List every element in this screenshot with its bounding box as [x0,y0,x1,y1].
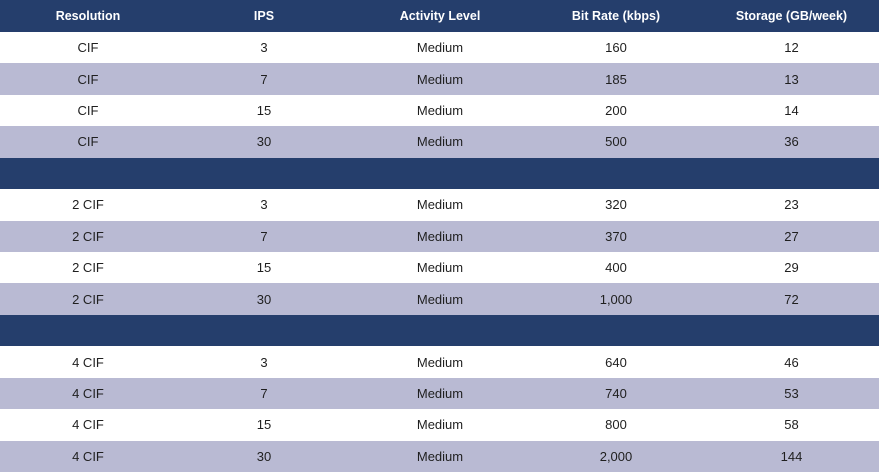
table-row [0,32,879,63]
cell-activity-level: Medium [416,71,464,87]
cell-resolution: 4 CIF [72,417,104,433]
cell-activity-level: Medium [416,417,464,433]
header-bit-rate: Bit Rate (kbps) [571,8,661,23]
cell-storage: 23 [784,197,799,213]
cell-storage: 46 [784,354,799,370]
cell-resolution: 4 CIF [72,385,104,401]
cell-bit-rate: 160 [605,40,627,56]
cell-bit-rate: 800 [605,417,627,433]
cell-activity-level: Medium [416,134,464,150]
cell-ips: 30 [256,448,272,464]
cell-storage: 27 [784,228,799,244]
group-separator-row [0,315,879,346]
cell-bit-rate: 200 [605,103,627,119]
cell-bit-rate: 370 [605,228,627,244]
cell-resolution: 2 CIF [72,291,104,307]
cell-activity-level: Medium [416,354,464,370]
cell-ips: 15 [256,417,272,433]
cell-ips: 7 [260,71,268,87]
header-storage: Storage (GB/week) [735,8,848,23]
table-row [0,441,879,472]
cell-resolution: 4 CIF [72,354,104,370]
cell-activity-level: Medium [416,291,464,307]
header-activity-level: Activity Level [399,8,481,23]
cell-bit-rate: 320 [605,197,627,213]
cell-ips: 7 [260,385,268,401]
cell-resolution: CIF [77,71,99,87]
cell-resolution: CIF [77,40,99,56]
table-row [0,378,879,409]
cell-storage: 13 [784,71,799,87]
header-resolution: Resolution [55,8,121,23]
cell-activity-level: Medium [416,197,464,213]
cell-bit-rate: 500 [605,134,627,150]
cell-storage: 12 [784,40,799,56]
cell-ips: 30 [256,134,272,150]
cell-resolution: 4 CIF [72,448,104,464]
cell-resolution: 2 CIF [72,197,104,213]
table-row [0,221,879,252]
cell-resolution: 2 CIF [72,228,104,244]
cell-storage: 14 [784,103,799,119]
cell-resolution: CIF [77,103,99,119]
cell-ips: 7 [260,228,268,244]
cell-bit-rate: 400 [605,260,627,276]
table-row [0,346,879,377]
cell-resolution: CIF [77,134,99,150]
cell-bit-rate: 2,000 [599,448,633,464]
table-row [0,283,879,314]
group-separator-row [0,158,879,189]
cell-bit-rate: 740 [605,385,627,401]
cell-ips: 3 [260,354,268,370]
table-row [0,95,879,126]
cell-bit-rate: 640 [605,354,627,370]
cell-activity-level: Medium [416,228,464,244]
cell-activity-level: Medium [416,103,464,119]
cell-ips: 30 [256,291,272,307]
cell-ips: 15 [256,260,272,276]
table-row [0,63,879,94]
cell-ips: 3 [260,197,268,213]
cell-bit-rate: 185 [605,71,627,87]
cell-bit-rate: 1,000 [599,291,633,307]
header-ips: IPS [253,8,275,23]
cell-storage: 53 [784,385,799,401]
cell-activity-level: Medium [416,385,464,401]
cell-storage: 72 [784,291,799,307]
cell-ips: 15 [256,103,272,119]
table-row [0,252,879,283]
table-header-row [0,0,879,32]
table-row [0,189,879,220]
cell-activity-level: Medium [416,260,464,276]
cell-resolution: 2 CIF [72,260,104,276]
table-row [0,409,879,440]
cell-activity-level: Medium [416,448,464,464]
cell-ips: 3 [260,40,268,56]
cell-storage: 144 [780,448,803,464]
cell-storage: 58 [784,417,799,433]
table-row [0,126,879,157]
cell-storage: 36 [784,134,799,150]
cell-storage: 29 [784,260,799,276]
cell-activity-level: Medium [416,40,464,56]
